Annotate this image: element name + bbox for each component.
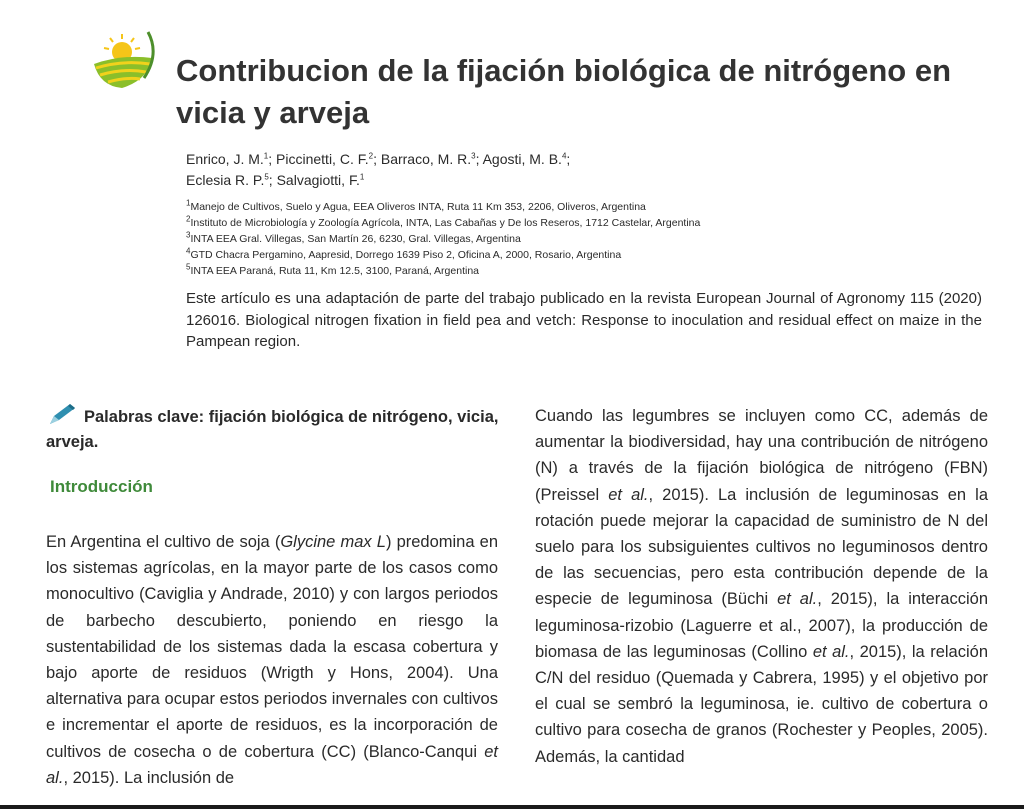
italic-run: et al. [608, 485, 649, 504]
italic-run: et al. [812, 642, 850, 661]
author-separator: ; [373, 151, 381, 167]
affiliation-text: Instituto de Microbiología y Zoología Agrícola, INTA, Las Cabañas y De los Reseros, 1712 Castelar, Argentina [190, 217, 701, 229]
text-run: En Argentina el cultivo de soja ( [46, 533, 281, 551]
author-affiliation-marker: 1 [263, 151, 269, 161]
author-separator: ; [268, 172, 277, 188]
affiliation-number: 4 [186, 246, 191, 256]
author-separator: ; [475, 151, 483, 167]
article-title: Contribucion de la fijación biológica de nitrógeno en vicia y arveja [176, 53, 952, 130]
italic-run: et al. [46, 742, 498, 787]
affiliation-list [186, 199, 1006, 279]
author-affiliation-marker: 3 [471, 151, 476, 161]
affiliation-text: Manejo de Cultivos, Suelo y Agua, EEA Oliveros INTA, Ruta 11 Km 353, 2206, Oliveros, Argentina [190, 201, 646, 213]
body-column-left [46, 529, 498, 791]
author-affiliation-marker: 4 [561, 151, 567, 161]
section-heading-introduccion: Introducción [50, 477, 153, 496]
affiliation-text: GTD Chacra Pergamino, Aapresid, Dorrego 1639 Piso 2, Oficina A, 2000, Rosario, Argentina [190, 249, 622, 261]
italic-run: et al. [777, 590, 818, 609]
author-separator: ; [566, 151, 571, 167]
affiliation-number: 2 [186, 214, 191, 224]
affiliation-text: INTA EEA Gral. Villegas, San Martín 26, 6230, Gral. Villegas, Argentina [190, 233, 521, 245]
author-affiliation-marker: 1 [359, 172, 365, 182]
author-name: Enrico, J. M. [186, 151, 264, 167]
affiliation-number: 5 [186, 262, 191, 272]
author-affiliation-marker: 2 [368, 151, 374, 161]
text-run: , 2015). La inclusión de leguminosas en la rotación puede mejorar la capacidad de suministro de N del suelo para los subsiguientes cultivos no leguminosos dentro de las secuencias, pero esta contribución depende de la especie de leguminosa (Büchi [535, 485, 989, 609]
body-paragraph [535, 403, 988, 770]
author-affiliation-marker: 5 [264, 172, 269, 182]
affiliation-5 [186, 263, 1006, 279]
author-name: Piccinetti, C. F. [276, 151, 369, 167]
text-run: , 2015), la relación C/N del residuo (Quemada y Cabrera, 1995) y el objetivo por el cual se sembró la leguminosa, ie. cultivo de cobertura o cultivo para cosecha de granos (Rochester y Peoples, 2005). Además, la cantidad [535, 642, 988, 766]
pencil-icon [46, 402, 78, 428]
author-line-1 [186, 149, 986, 170]
affiliation-number: 1 [186, 198, 191, 208]
affiliation-number: 3 [186, 230, 191, 240]
keywords-text: Palabras clave: fijación biológica de nitrógeno, vicia, arveja. [46, 408, 499, 451]
sun-over-field-logo [86, 28, 160, 94]
author-name: Agosti, M. B. [482, 151, 562, 167]
author-separator: ; [268, 151, 277, 167]
adaptation-note: Este artículo es una adaptación de parte del trabajo publicado en la revista European Journal of Agronomy 115 (2020) 126016. Biological nitrogen fixation in field pea and vetch: Response to inoculation and residual effect on maize in the Pampean region. [186, 290, 982, 350]
affiliation-text: INTA EEA Paraná, Ruta 11, Km 12.5, 3100, Paraná, Argentina [190, 265, 479, 277]
author-name: Barraco, M. R. [380, 151, 472, 167]
keywords [46, 402, 506, 455]
affiliation-2 [186, 215, 1006, 231]
author-name: Salvagiotti, F. [276, 172, 360, 188]
text-run: , 2015). La inclusión de [63, 768, 235, 787]
author-list [186, 149, 986, 191]
author-line-2 [186, 170, 986, 191]
author-name: Eclesia R. P. [186, 172, 265, 188]
affiliation-3 [186, 231, 1006, 247]
text-run: ) predomina en los sistemas agrícolas, en la mayor parte de los casos como monocultivo (Caviglia y Andrade, 2010) y con largos periodos de barbecho descubierto, poniendo en riesgo la sustentabilidad de los sistemas dada la escasa cobertura y bajo aporte de residuos (Wrigth y Hons, 2004). Una alternativa para ocupar estos periodos invernales con cultivos e incrementar el aporte de residuos, es la incorporación de cultivos de cosecha o de cobertura (CC) (Blanco-Canqui [46, 533, 498, 761]
italic-run: Glycine max L [280, 533, 386, 551]
affiliation-4 [186, 247, 1006, 263]
page-bottom-rule [0, 805, 1024, 809]
body-paragraph [46, 529, 498, 791]
body-column-right [535, 403, 988, 770]
text-run: Cuando las legumbres se incluyen como CC, además de aumentar la biodiversidad, hay una contribución de nitrógeno (N) a través de la fijación biológica de nitrógeno (FBN) (Preissel [535, 407, 988, 504]
affiliation-1 [186, 199, 1006, 215]
text-run: , 2015), la interacción leguminosa-rizobio (Laguerre et al., 2007), la producción de biomasa de las leguminosas (Collino [535, 590, 989, 661]
